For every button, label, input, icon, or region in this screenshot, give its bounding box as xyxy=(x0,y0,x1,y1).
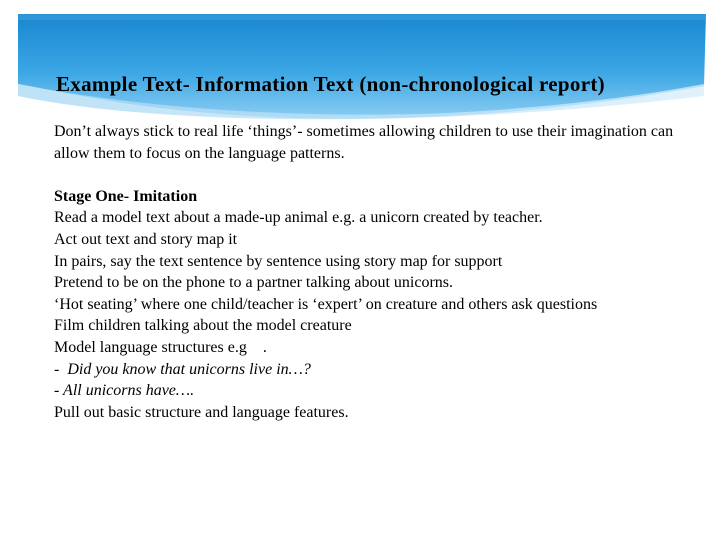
spacer xyxy=(54,164,674,186)
header-wave-band xyxy=(0,0,720,130)
list-item: Film children talking about the model creature xyxy=(54,317,352,335)
list-item: In pairs, say the text sentence by sentence using story map for support xyxy=(54,252,503,270)
example-line: - All unicorns have…. xyxy=(54,382,195,400)
slide-title: Example Text- Information Text (non-chronological report) xyxy=(56,72,605,96)
stage-heading: Stage One- Imitation xyxy=(54,187,198,205)
closing-line: Pull out basic structure and language features. xyxy=(54,403,349,421)
list-item: Pretend to be on the phone to a partner talking about unicorns. xyxy=(54,274,454,292)
list-item: Model language structures e.g . xyxy=(54,338,267,356)
list-item: ‘Hot seating’ where one child/teacher is ‘expert’ on creature and others ask questions xyxy=(54,295,598,313)
example-line: - Did you know that unicorns live in…? xyxy=(54,360,311,378)
intro-text: Don’t always stick to real life ‘things’- sometimes allowing children to use their imagination can allow them to focus on the language patterns. xyxy=(54,123,674,162)
slide-body xyxy=(54,121,674,423)
list-item: Act out text and story map it xyxy=(54,230,238,248)
list-item: Read a model text about a made-up animal e.g. a unicorn created by teacher. xyxy=(54,209,543,227)
